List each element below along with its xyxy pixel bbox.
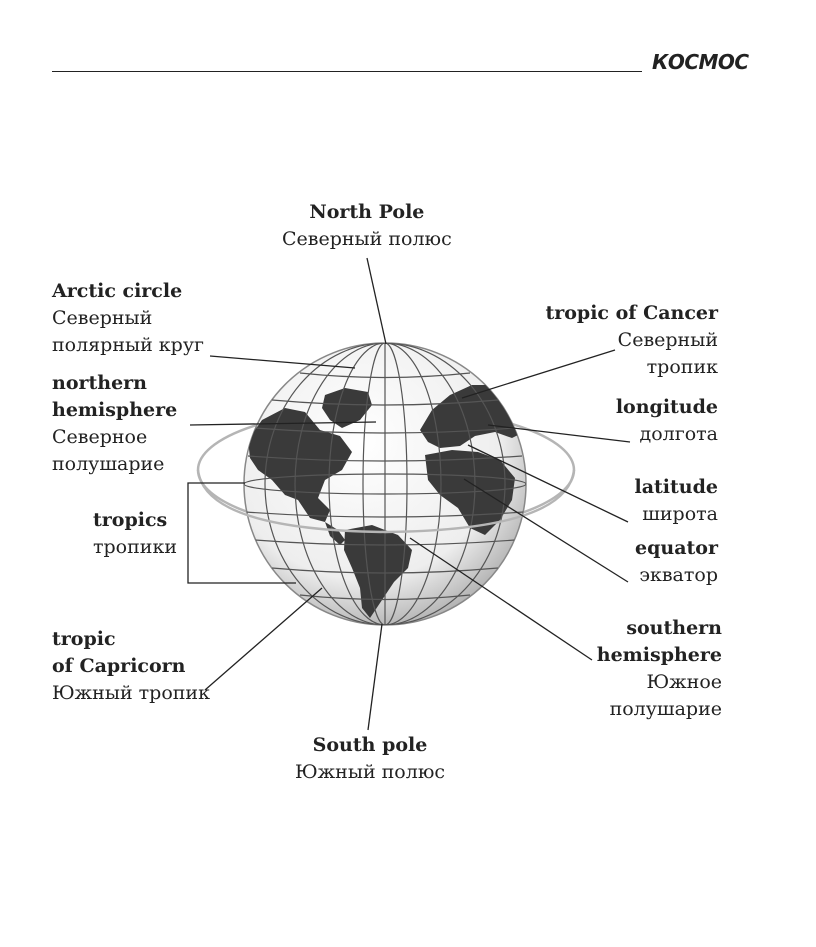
- label-latitude-en: latitude: [634, 476, 718, 498]
- label-south-pole-ru: Южный полюс: [295, 761, 445, 783]
- label-northern-hemisphere-ru-1: Северное: [52, 426, 148, 448]
- label-southern-hemisphere-en-2: hemisphere: [596, 644, 722, 666]
- label-north-pole: [282, 199, 452, 253]
- label-tropic-of-cancer: [545, 300, 718, 381]
- label-tropics-ru: тропики: [93, 536, 177, 558]
- leader-south-pole: [368, 624, 382, 730]
- label-equator-ru: экватор: [639, 564, 718, 586]
- label-latitude-ru: широта: [642, 503, 718, 525]
- label-southern-hemisphere-ru-2: полушарие: [609, 698, 722, 720]
- label-tropic-of-capricorn-ru: Южный тропик: [52, 682, 210, 704]
- label-longitude-en: longitude: [615, 396, 718, 418]
- label-tropic-of-cancer-ru-1: Северный: [617, 329, 718, 351]
- leader-tropic-of-capricorn: [205, 588, 322, 690]
- label-arctic-circle-en: Arctic circle: [52, 280, 183, 302]
- label-arctic-circle: [52, 278, 204, 359]
- label-southern-hemisphere-en-1: southern: [626, 617, 722, 639]
- label-northern-hemisphere-ru-2: полушарие: [52, 453, 165, 475]
- label-tropic-of-cancer-ru-2: тропик: [646, 356, 718, 378]
- label-south-pole: [295, 732, 445, 786]
- label-tropic-of-capricorn-en-2: of Capricorn: [52, 655, 186, 677]
- label-arctic-circle-ru-2: полярный круг: [52, 334, 204, 356]
- label-north-pole-ru: Северный полюс: [282, 228, 452, 250]
- label-north-pole-en: North Pole: [309, 201, 425, 223]
- label-tropic-of-cancer-en: tropic of Cancer: [545, 302, 718, 324]
- section-title: КОСМОС: [652, 50, 749, 74]
- label-northern-hemisphere-en-1: northern: [52, 372, 147, 394]
- label-tropic-of-capricorn: [52, 626, 210, 707]
- label-south-pole-en: South pole: [312, 734, 428, 756]
- label-arctic-circle-ru-1: Северный: [52, 307, 153, 329]
- label-latitude: [635, 474, 719, 528]
- label-tropics: [93, 507, 177, 561]
- label-equator: [635, 535, 718, 589]
- label-tropic-of-capricorn-en-1: tropic: [52, 628, 116, 650]
- label-equator-en: equator: [635, 537, 718, 559]
- label-northern-hemisphere-en-2: hemisphere: [52, 399, 178, 421]
- label-southern-hemisphere: [597, 615, 722, 723]
- label-longitude-ru: долгота: [639, 423, 718, 445]
- label-southern-hemisphere-ru-1: Южное: [646, 671, 722, 693]
- leader-north-pole: [367, 258, 386, 344]
- label-tropics-en: tropics: [93, 509, 168, 531]
- label-longitude: [616, 394, 718, 448]
- label-northern-hemisphere: [52, 370, 177, 478]
